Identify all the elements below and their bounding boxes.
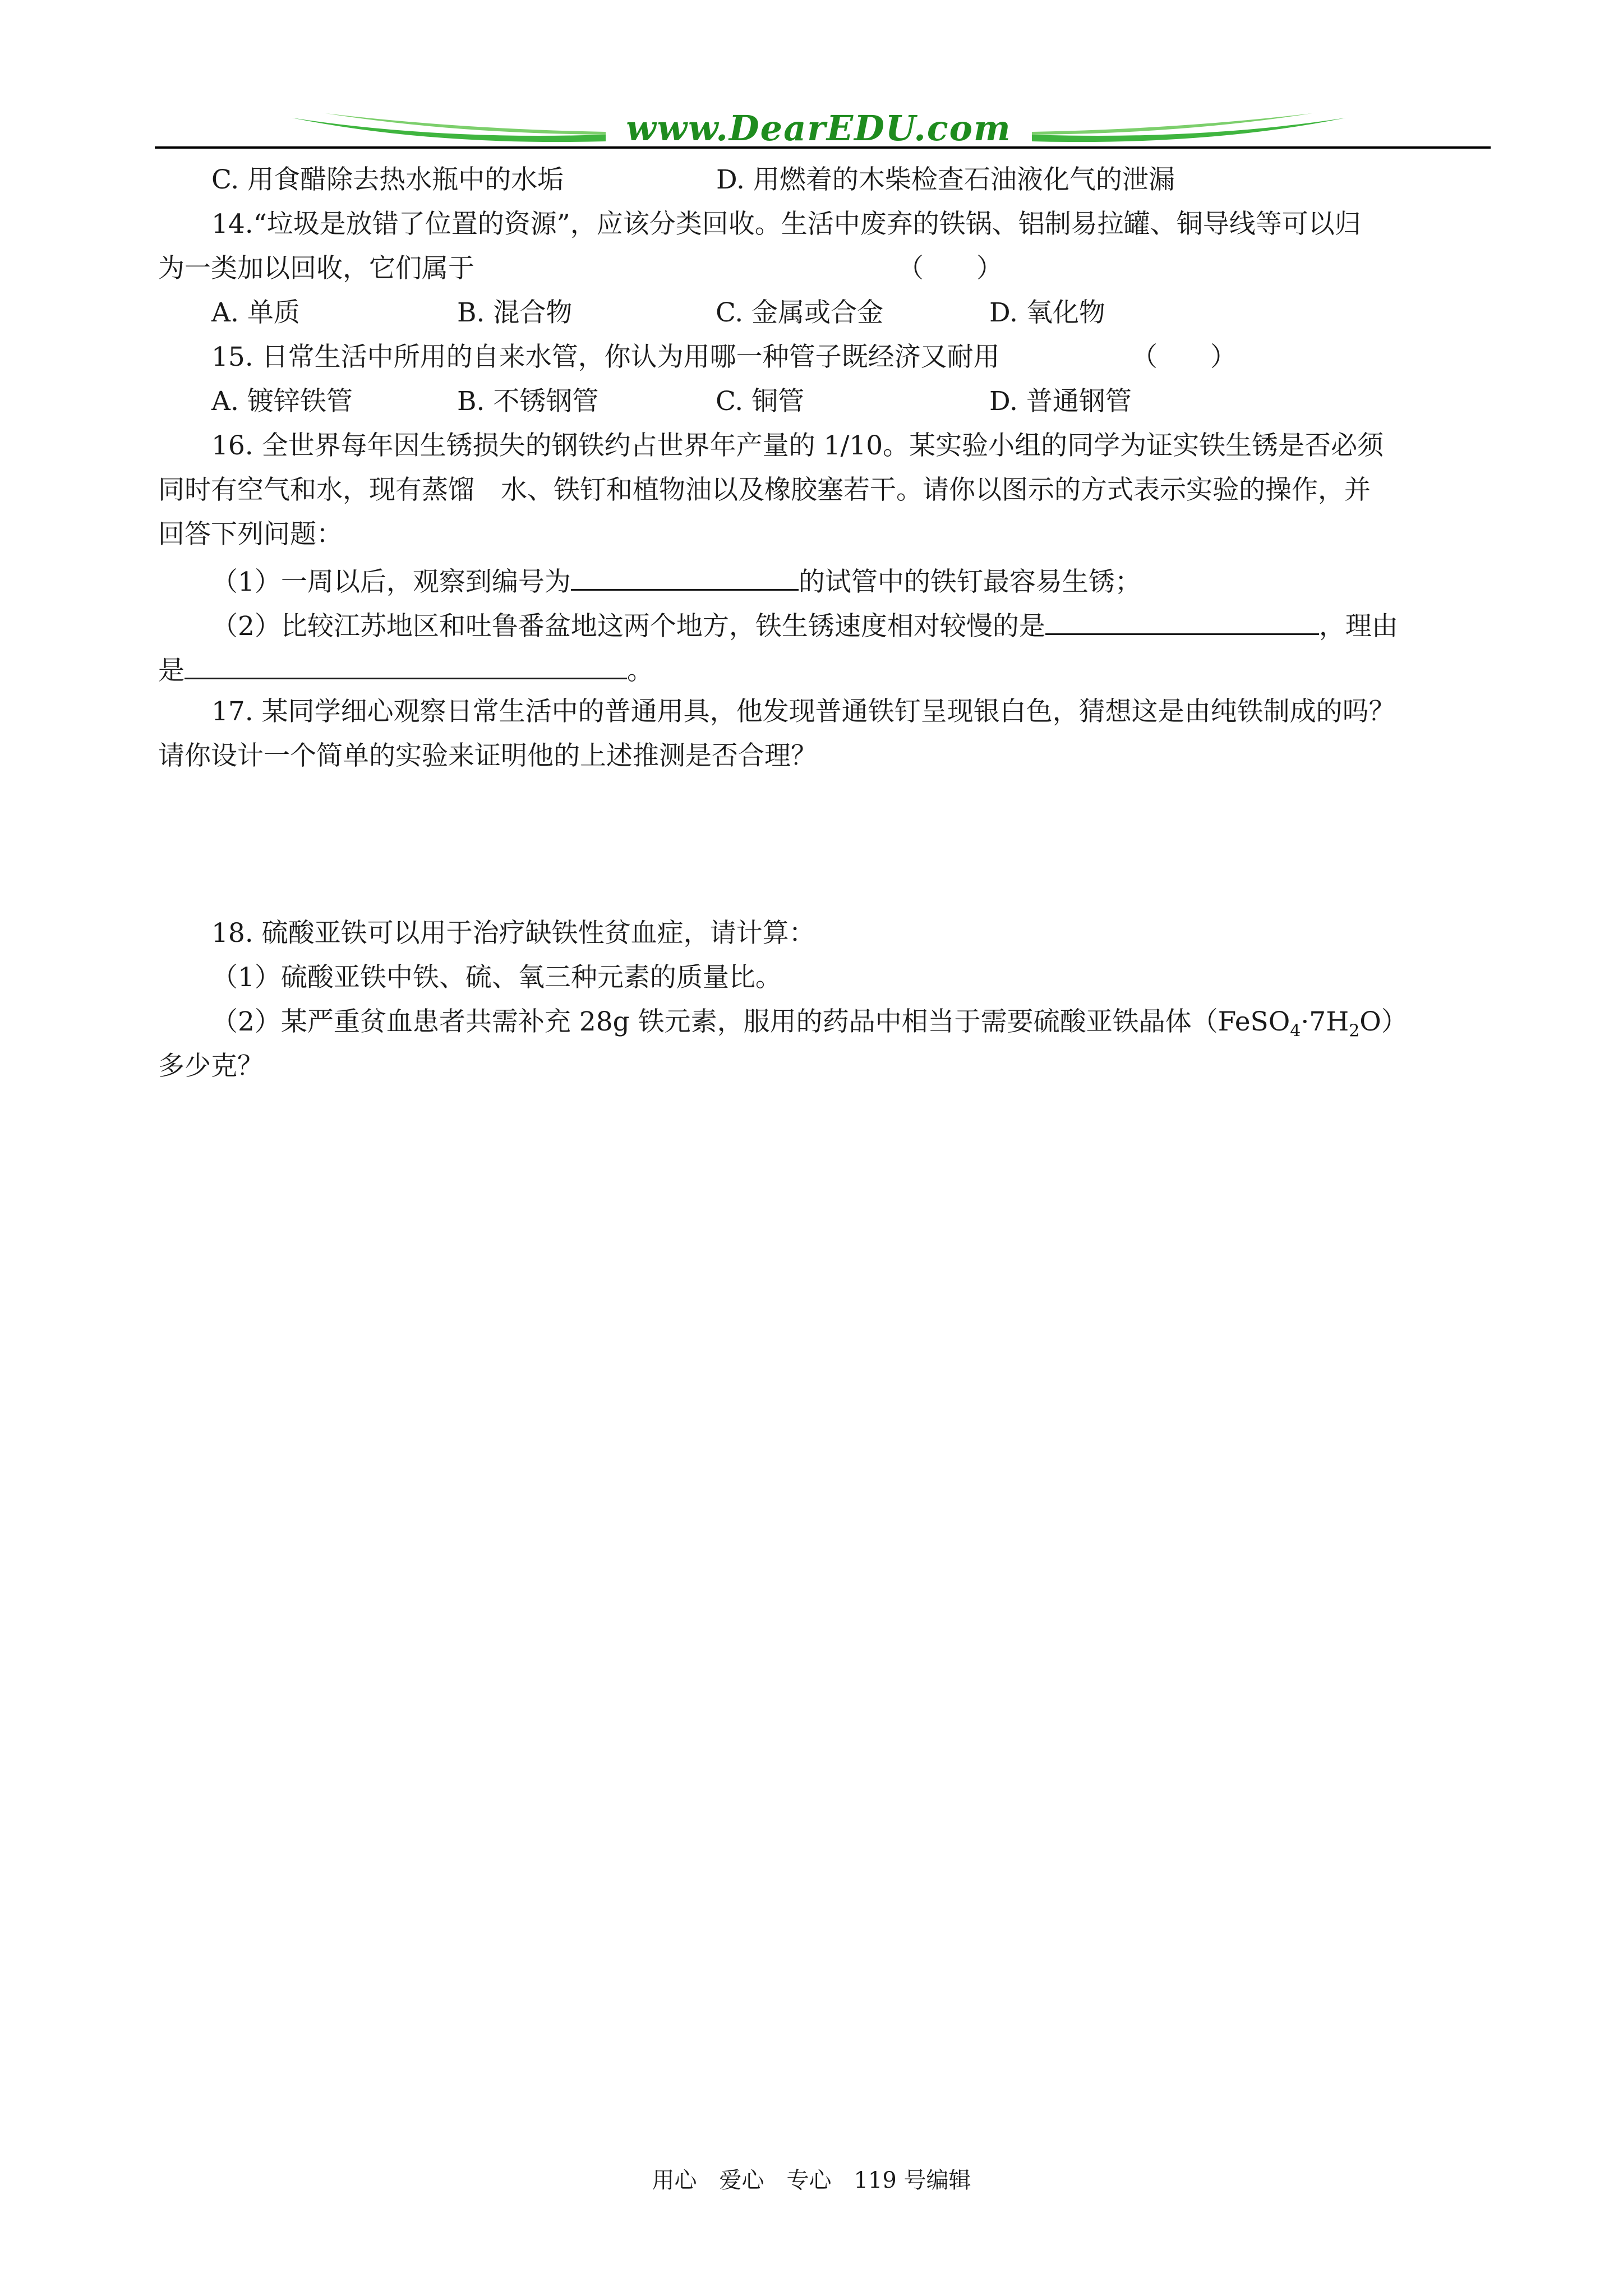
q14-option-a: A. 单质	[211, 297, 300, 328]
q14-stem-text: 为一类加以回收，它们属于	[158, 253, 474, 284]
q18-sub2-formula-mid: ·7H	[1301, 1006, 1349, 1037]
q16-sub2-line	[211, 608, 1398, 642]
q16-sub2-reason-line	[158, 652, 653, 686]
q18-sub2-line1	[211, 1006, 1408, 1041]
q16-sub1-prefix: （1）一周以后，观察到编号为	[211, 567, 571, 597]
q14-answer-paren: （ ）	[897, 253, 1003, 284]
q16-sub2-reason-prefix: 是	[158, 655, 185, 686]
logo-text: www.DearEDU.com	[626, 108, 1012, 149]
q15-stem: 15. 日常生活中所用的自来水管，你认为用哪一种管子既经济又耐用	[211, 342, 1000, 372]
q14-option-c: C. 金属或合金	[716, 297, 884, 328]
q18-sub2-subscript-4: 4	[1290, 1021, 1301, 1041]
q16-sub1-line	[211, 563, 1141, 595]
q16-sub1-suffix: 的试管中的铁钉最容易生锈；	[798, 567, 1141, 597]
q17-stem-line2: 请你设计一个简单的实验来证明他的上述推测是否合理？	[158, 740, 817, 771]
q16-sub2-suffix: ，理由	[1318, 611, 1398, 642]
q15-option-c: C. 铜管	[716, 386, 805, 417]
q13-option-c: C. 用食醋除去热水瓶中的水垢	[211, 164, 564, 195]
q14-stem-line1: 14.“垃圾是放错了位置的资源”，应该分类回收。生活中废弃的铁锅、铝制易拉罐、铜导线等可以归	[211, 209, 1361, 240]
q18-sub2-formula-end: O）	[1359, 1006, 1408, 1037]
q15-option-b: B. 不锈钢管	[457, 386, 599, 417]
q18-sub2-line2: 多少克？	[158, 1051, 264, 1082]
q18-sub2-subscript-2: 2	[1349, 1021, 1360, 1041]
q18-sub2-text: （2）某严重贫血患者共需补充 28g 铁元素，服用的药品中相当于需要硫酸亚铁晶体（FeSO	[211, 1006, 1290, 1037]
q18-stem: 18. 硫酸亚铁可以用于治疗缺铁性贫血症，请计算：	[211, 918, 815, 949]
page-footer: 用心 爱心 专心 119 号编辑	[652, 2168, 971, 2193]
q16-sub1-answer-blank[interactable]	[571, 563, 799, 591]
site-logo	[292, 107, 1346, 157]
q15-answer-paren: （ ）	[1131, 342, 1237, 372]
header-divider	[155, 146, 1491, 149]
q15-option-a: A. 镀锌铁管	[211, 386, 353, 417]
q16-sub2-reason-suffix: 。	[627, 655, 653, 686]
q17-stem-line1: 17. 某同学细心观察日常生活中的普通用具，他发现普通铁钉呈现银白色，猜想这是由纯铁制成的吗？	[211, 696, 1395, 727]
q16-stem-line1: 16. 全世界每年因生锈损失的钢铁约占世界年产量的 1/10。某实验小组的同学为证实铁生锈是否必须	[211, 430, 1384, 461]
q16-stem-line3: 回答下列问题：	[158, 519, 343, 550]
q16-sub2-reason-blank[interactable]	[185, 652, 627, 679]
q16-sub2-prefix: （2）比较江苏地区和吐鲁番盆地这两个地方，铁生锈速度相对较慢的是	[211, 611, 1045, 642]
q14-option-b: B. 混合物	[457, 297, 573, 328]
q15-option-d: D. 普通钢管	[989, 386, 1132, 417]
q14-option-d: D. 氧化物	[989, 297, 1105, 328]
q18-sub1: （1）硫酸亚铁中铁、硫、氧三种元素的质量比。	[211, 962, 782, 993]
q16-sub2-answer-blank[interactable]	[1045, 608, 1319, 635]
q16-stem-line2: 同时有空气和水，现有蒸馏 水、铁钉和植物油以及橡胶塞若干。请你以图示的方式表示实验的操作，并	[158, 475, 1371, 505]
q13-option-d: D. 用燃着的木柴检查石油液化气的泄漏	[716, 164, 1175, 195]
